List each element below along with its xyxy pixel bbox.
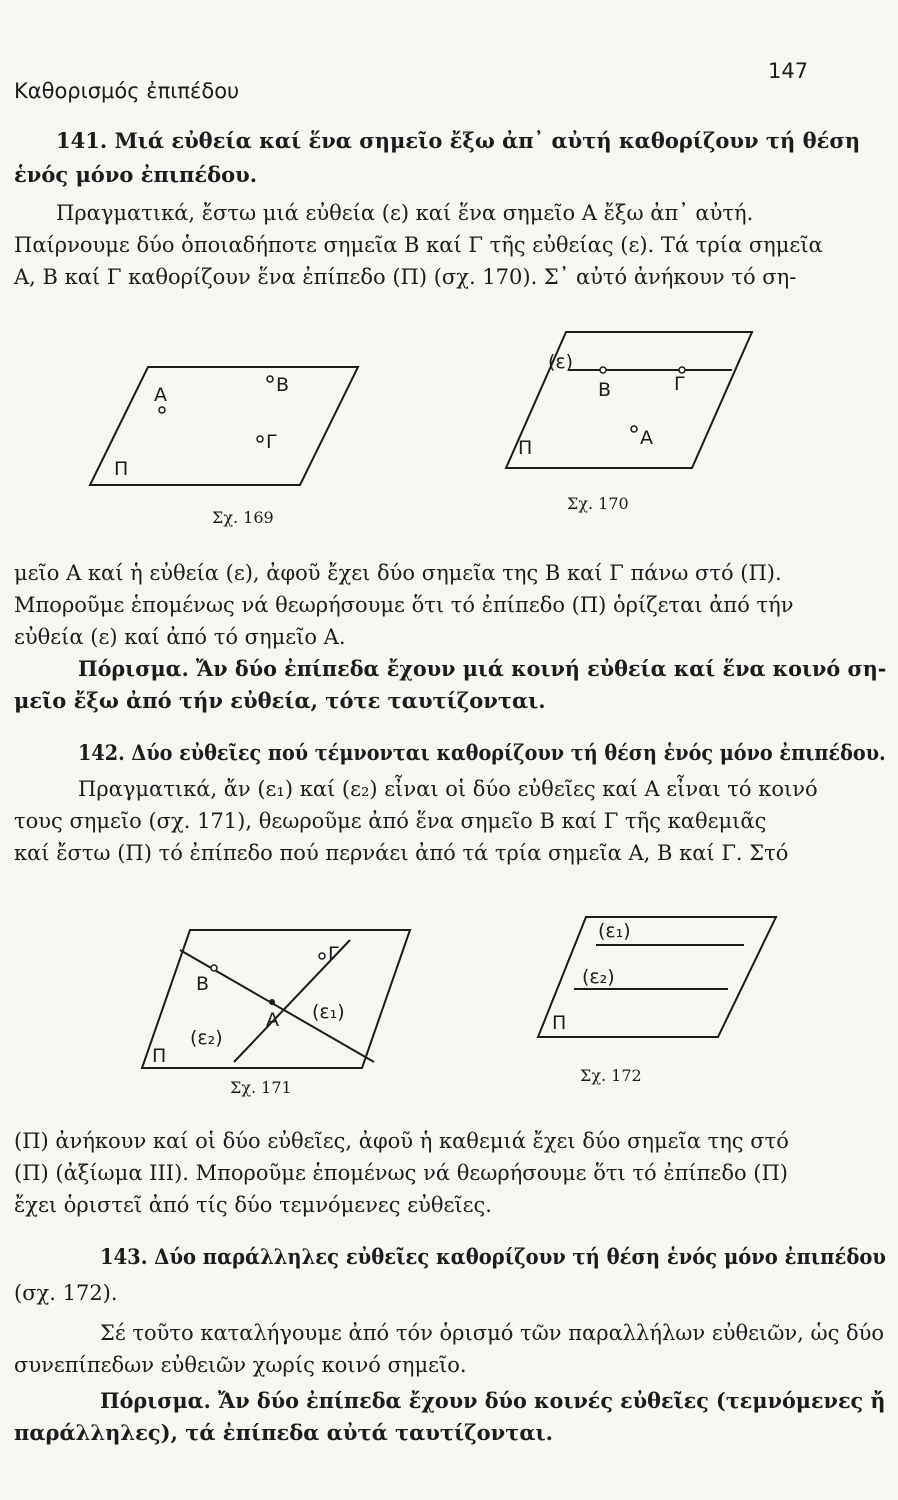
label-b: B: [196, 973, 210, 995]
paragraph-line: Πραγματικά, ἄν (ε₁) καί (ε₂) εἶναι οἱ δύο εὐθεῖες καί Α εἶναι τό κοινό: [78, 777, 818, 801]
plane-label: Π: [518, 437, 533, 459]
figure-170-caption: Σχ. 170: [567, 494, 629, 513]
corollary-line2: παράλληλες), τά ἐπίπεδα αὐτά ταυτίζονται.: [14, 1420, 553, 1445]
label-b: B: [276, 374, 290, 396]
corollary-label: Πόρισμα.: [100, 1388, 211, 1413]
point-b: [211, 965, 217, 971]
label-e1: (ε₁): [598, 920, 631, 942]
figure-172-caption: Σχ. 172: [580, 1066, 642, 1085]
paragraph-line: τους σημεῖο (σχ. 171), θεωροῦμε ἀπό ἕνα σημεῖο Β καί Γ τῆς καθεμιᾶς: [14, 809, 767, 833]
label-a: A: [154, 384, 167, 406]
corollary-141: [78, 656, 886, 682]
section-143-title: 143. Δύο παράλληλες εὐθεῖες καθορίζουν τή θέση ἑνός μόνο ἐπιπέδου: [100, 1244, 886, 1269]
paragraph-line: καί ἔστω (Π) τό ἐπίπεδο πού περνάει ἀπό τά τρία σημεῖα Α, Β καί Γ. Στό: [14, 841, 789, 865]
corollary-label: Πόρισμα.: [78, 656, 189, 681]
figure-170: [506, 322, 752, 472]
paragraph-line: Μποροῦμε ἑπομένως νά θεωρήσουμε ὅτι τό ἐπίπεδο (Π) ὁρίζεται ἀπό τήν: [14, 593, 794, 617]
paragraph-line: Σέ τοῦτο καταλήγουμε ἀπό τόν ὁρισμό τῶν παραλλήλων εὐθειῶν, ὡς δύο: [100, 1321, 885, 1345]
point-g: [319, 953, 325, 959]
point-a: [159, 407, 165, 413]
figure-171-caption: Σχ. 171: [230, 1078, 292, 1097]
label-e1: (ε₁): [312, 1001, 345, 1023]
paragraph-line: (Π) (ἀξίωμα ΙΙΙ). Μποροῦμε ἑπομένως νά θεωρήσουμε ὅτι τό ἐπίπεδο (Π): [14, 1161, 788, 1185]
point-a: [631, 426, 637, 432]
corollary-line1: Ἄν δύο ἐπίπεδα ἔχουν μιά κοινή εὐθεία καί ἕνα κοινό ση-: [196, 656, 887, 681]
section-142-title: 142. Δύο εὐθεῖες πού τέμνονται καθορίζουν τή θέση ἑνός μόνο ἐπιπέδου.: [78, 740, 886, 765]
section-141-number: 141.: [56, 128, 108, 153]
paragraph-line: ἔχει ὁριστεῖ ἀπό τίς δύο τεμνόμενες εὐθεῖες.: [14, 1193, 492, 1217]
figure-169: [90, 355, 360, 495]
label-g: Γ: [674, 373, 685, 395]
label-a: A: [640, 427, 653, 449]
plane-outline: [506, 332, 752, 468]
figure-172: [538, 915, 776, 1039]
label-e2: (ε₂): [582, 966, 615, 988]
paragraph-line: συνεπίπεδων εὐθειῶν χωρίς κοινό σημεῖο.: [14, 1353, 467, 1377]
plane-label: Π: [152, 1045, 167, 1067]
paragraph-line: Α, Β καί Γ καθορίζουν ἕνα ἐπίπεδο (Π) (σχ. 170). Σ᾽ αὐτό ἀνήκουν τό ση-: [14, 265, 797, 289]
plane-label: Π: [552, 1012, 567, 1034]
plane-outline: [538, 917, 776, 1037]
section-141-title: [56, 128, 860, 154]
paragraph-line: Παίρνουμε δύο ὁποιαδήποτε σημεῖα Β καί Γ τῆς εὐθείας (ε). Τά τρία σημεῖα: [14, 233, 823, 257]
corollary-143: [100, 1388, 885, 1414]
paragraph-line: (Π) ἀνήκουν καί οἱ δύο εὐθεῖες, ἀφοῦ ἡ καθεμιά ἔχει δύο σημεῖα της στό: [14, 1129, 789, 1153]
point-b: [267, 376, 273, 382]
label-b: B: [598, 379, 612, 401]
label-a: A: [266, 1009, 279, 1031]
section-143-title-line2: (σχ. 172).: [14, 1281, 118, 1305]
label-g: Γ: [328, 943, 339, 965]
paragraph-line: μεῖο Α καί ἡ εὐθεία (ε), ἀφοῦ ἔχει δύο σημεῖα της Β καί Γ πάνω στό (Π).: [14, 561, 782, 585]
label-line-e: (ε): [548, 351, 574, 373]
section-141-title-line2: ἑνός μόνο ἐπιπέδου.: [14, 162, 258, 187]
plane-outline: [90, 367, 358, 485]
figure-169-caption: Σχ. 169: [212, 508, 274, 527]
plane-label: Π: [114, 458, 129, 480]
page-number: 147: [768, 59, 809, 83]
figure-171: [142, 928, 410, 1070]
paragraph-line: Πραγματικά, ἔστω μιά εὐθεία (ε) καί ἕνα σημεῖο Α ἔξω ἀπ᾽ αὐτή.: [56, 201, 754, 225]
section-141-title-line1: Μιά εὐθεία καί ἕνα σημεῖο ἔξω ἀπ᾽ αὐτή καθορίζουν τή θέση: [114, 128, 861, 153]
point-b: [600, 367, 606, 373]
point-a: [269, 999, 275, 1005]
running-header: Καθορισμός ἐπιπέδου: [14, 79, 240, 103]
corollary-line1: Ἄν δύο ἐπίπεδα ἔχουν δύο κοινές εὐθεῖες (τεμνόμενες ἤ: [218, 1388, 886, 1413]
paragraph-line: εὐθεία (ε) καί ἀπό τό σημεῖο Α.: [14, 625, 346, 649]
label-g: Γ: [266, 431, 277, 453]
label-e2: (ε₂): [190, 1027, 223, 1049]
corollary-line2: μεῖο ἔξω ἀπό τήν εὐθεία, τότε ταυτίζονται.: [14, 688, 546, 713]
point-g: [257, 436, 263, 442]
